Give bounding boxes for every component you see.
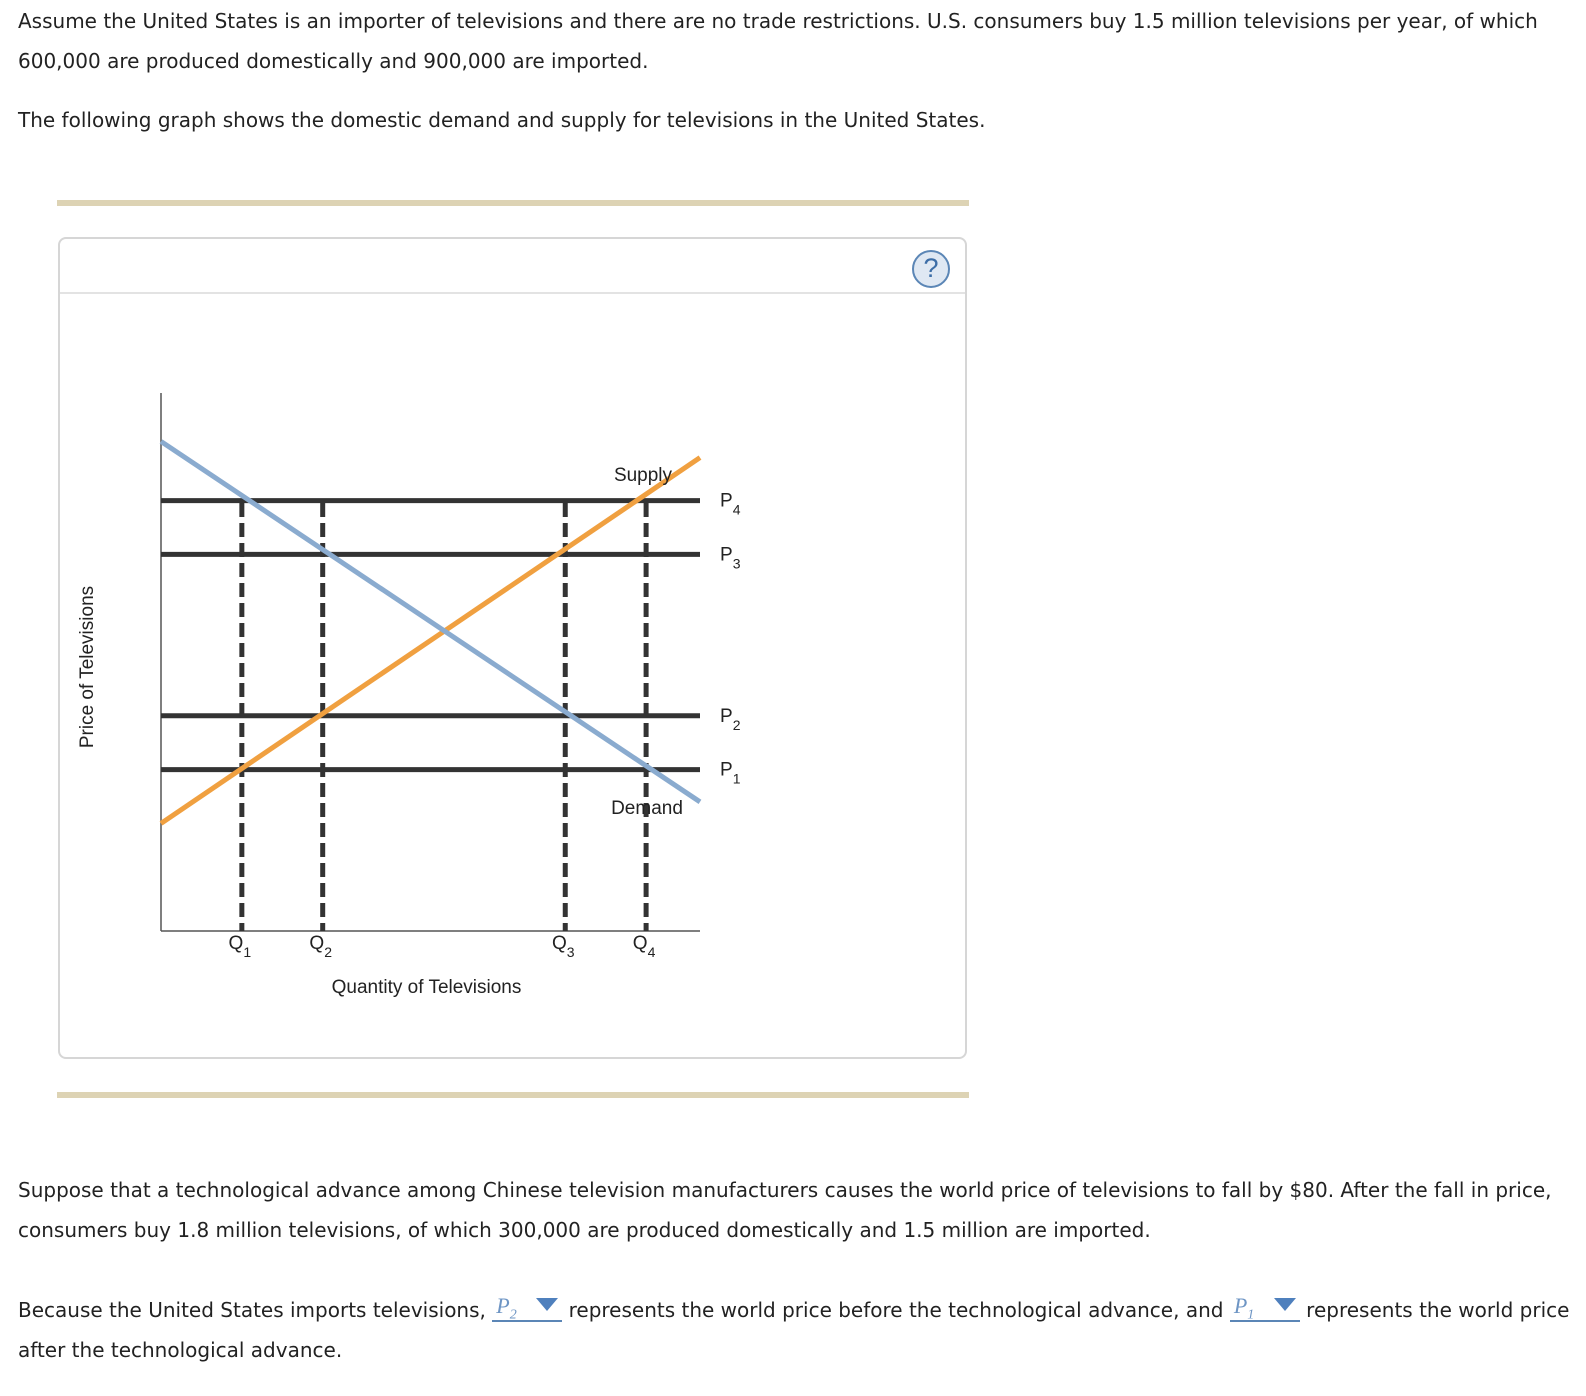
question-circle-icon[interactable]: ?: [912, 250, 950, 288]
question-text-part2: represents the world price before the technological advance, and: [568, 1298, 1224, 1322]
answer1-value: $P_2$: [496, 1293, 517, 1323]
chevron-down-icon: [1274, 1298, 1296, 1311]
x-axis-label: Quantity of Televisions: [331, 977, 522, 998]
question-text-part3: represents the world price after the technological advance.: [18, 1298, 1570, 1362]
chevron-down-icon: [536, 1298, 558, 1311]
quantity-label-q3: $Q_3$: [551, 933, 575, 960]
supply-label: Supply: [613, 465, 673, 486]
demand-label: Demand: [611, 798, 683, 819]
price-label-p3: $P_3$: [720, 544, 741, 572]
price-label-p1: $P_1$: [720, 759, 741, 787]
intro-paragraph: Assume the United States is an importer of televisions and there are no trade restrictions. U.S. consumers buy 1.5 million televisions per year, of which 600,000 are produced domestically and 900,000 are imported.: [18, 9, 1538, 73]
answer2-value: $P_1$: [1233, 1293, 1255, 1323]
y-axis-label: Price of Televisions: [77, 585, 98, 749]
graph-description: The following graph shows the domestic demand and supply for televisions in the United States.: [18, 108, 986, 132]
answer2-dropdown[interactable]: [1230, 1292, 1300, 1322]
quantity-label-q1: $Q_1$: [228, 933, 252, 960]
quantity-label-q4: $Q_4$: [632, 933, 656, 960]
price-label-p4: $P_4$: [720, 490, 741, 518]
price-label-p2: $P_2$: [720, 705, 741, 733]
bottom-divider: [57, 1092, 969, 1098]
top-divider: [57, 200, 969, 206]
question-sentence: [18, 1290, 1578, 1370]
question-text-part1: Because the United States imports televisions,: [18, 1298, 486, 1322]
scenario-paragraph: Suppose that a technological advance among Chinese television manufacturers causes the world price of televisions to fall by $80. After the fall in price, consumers buy 1.8 million televisions, of which 300,000 are produced domestically and 1.5 million are imported.: [18, 1178, 1552, 1242]
supply-demand-chart: [60, 239, 965, 1057]
quantity-label-q2: $Q_2$: [309, 933, 332, 960]
answer1-dropdown[interactable]: [492, 1292, 562, 1322]
graph-panel: [58, 237, 967, 1059]
